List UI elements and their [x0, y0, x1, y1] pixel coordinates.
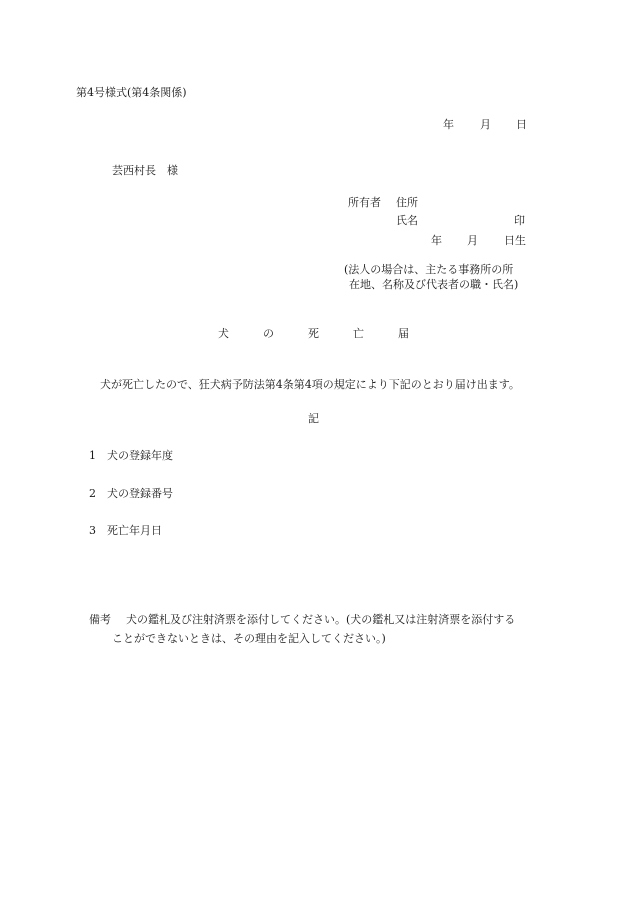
birth-suffix-label: 日生	[504, 234, 526, 247]
ki-heading: 記	[308, 412, 319, 425]
form-number: 第4号様式(第4条関係)	[76, 86, 187, 99]
item-3-number: 3	[89, 524, 96, 537]
title-char-5: 届	[398, 327, 409, 340]
item-3-label: 死亡年月日	[107, 524, 162, 537]
date-day-label: 日	[516, 118, 527, 131]
title-char-4: 亡	[353, 327, 364, 340]
owner-label: 所有者	[348, 196, 381, 209]
owner-name-label: 氏名	[396, 214, 418, 227]
addressee: 芸西村長 様	[112, 164, 178, 177]
body-text: 犬が死亡したので、狂犬病予防法第4条第4項の規定により下記のとおり届け出ます。	[100, 378, 520, 391]
birth-month-label: 月	[467, 234, 478, 247]
birth-year-label: 年	[431, 234, 442, 247]
title-char-1: 犬	[218, 327, 229, 340]
corporate-note-line2: 在地、名称及び代表者の職・氏名)	[349, 278, 519, 291]
title-char-3: 死	[308, 327, 319, 340]
remarks-label: 備考	[89, 613, 111, 626]
seal-mark: 印	[514, 214, 525, 227]
remarks-line1: 犬の鑑札及び注射済票を添付してください。(犬の鑑札又は注射済票を添付する	[126, 613, 516, 626]
item-2-number: 2	[89, 487, 96, 500]
date-year-label: 年	[443, 118, 454, 131]
owner-address-label: 住所	[396, 196, 418, 209]
item-1-label: 犬の登録年度	[107, 449, 173, 462]
title-char-2: の	[263, 327, 274, 340]
date-month-label: 月	[480, 118, 491, 131]
item-2-label: 犬の登録番号	[107, 487, 173, 500]
corporate-note-line1: (法人の場合は、主たる事務所の所	[344, 263, 514, 276]
item-1-number: 1	[89, 449, 96, 462]
remarks-line2: ことができないときは、その理由を記入してください。)	[112, 632, 386, 645]
